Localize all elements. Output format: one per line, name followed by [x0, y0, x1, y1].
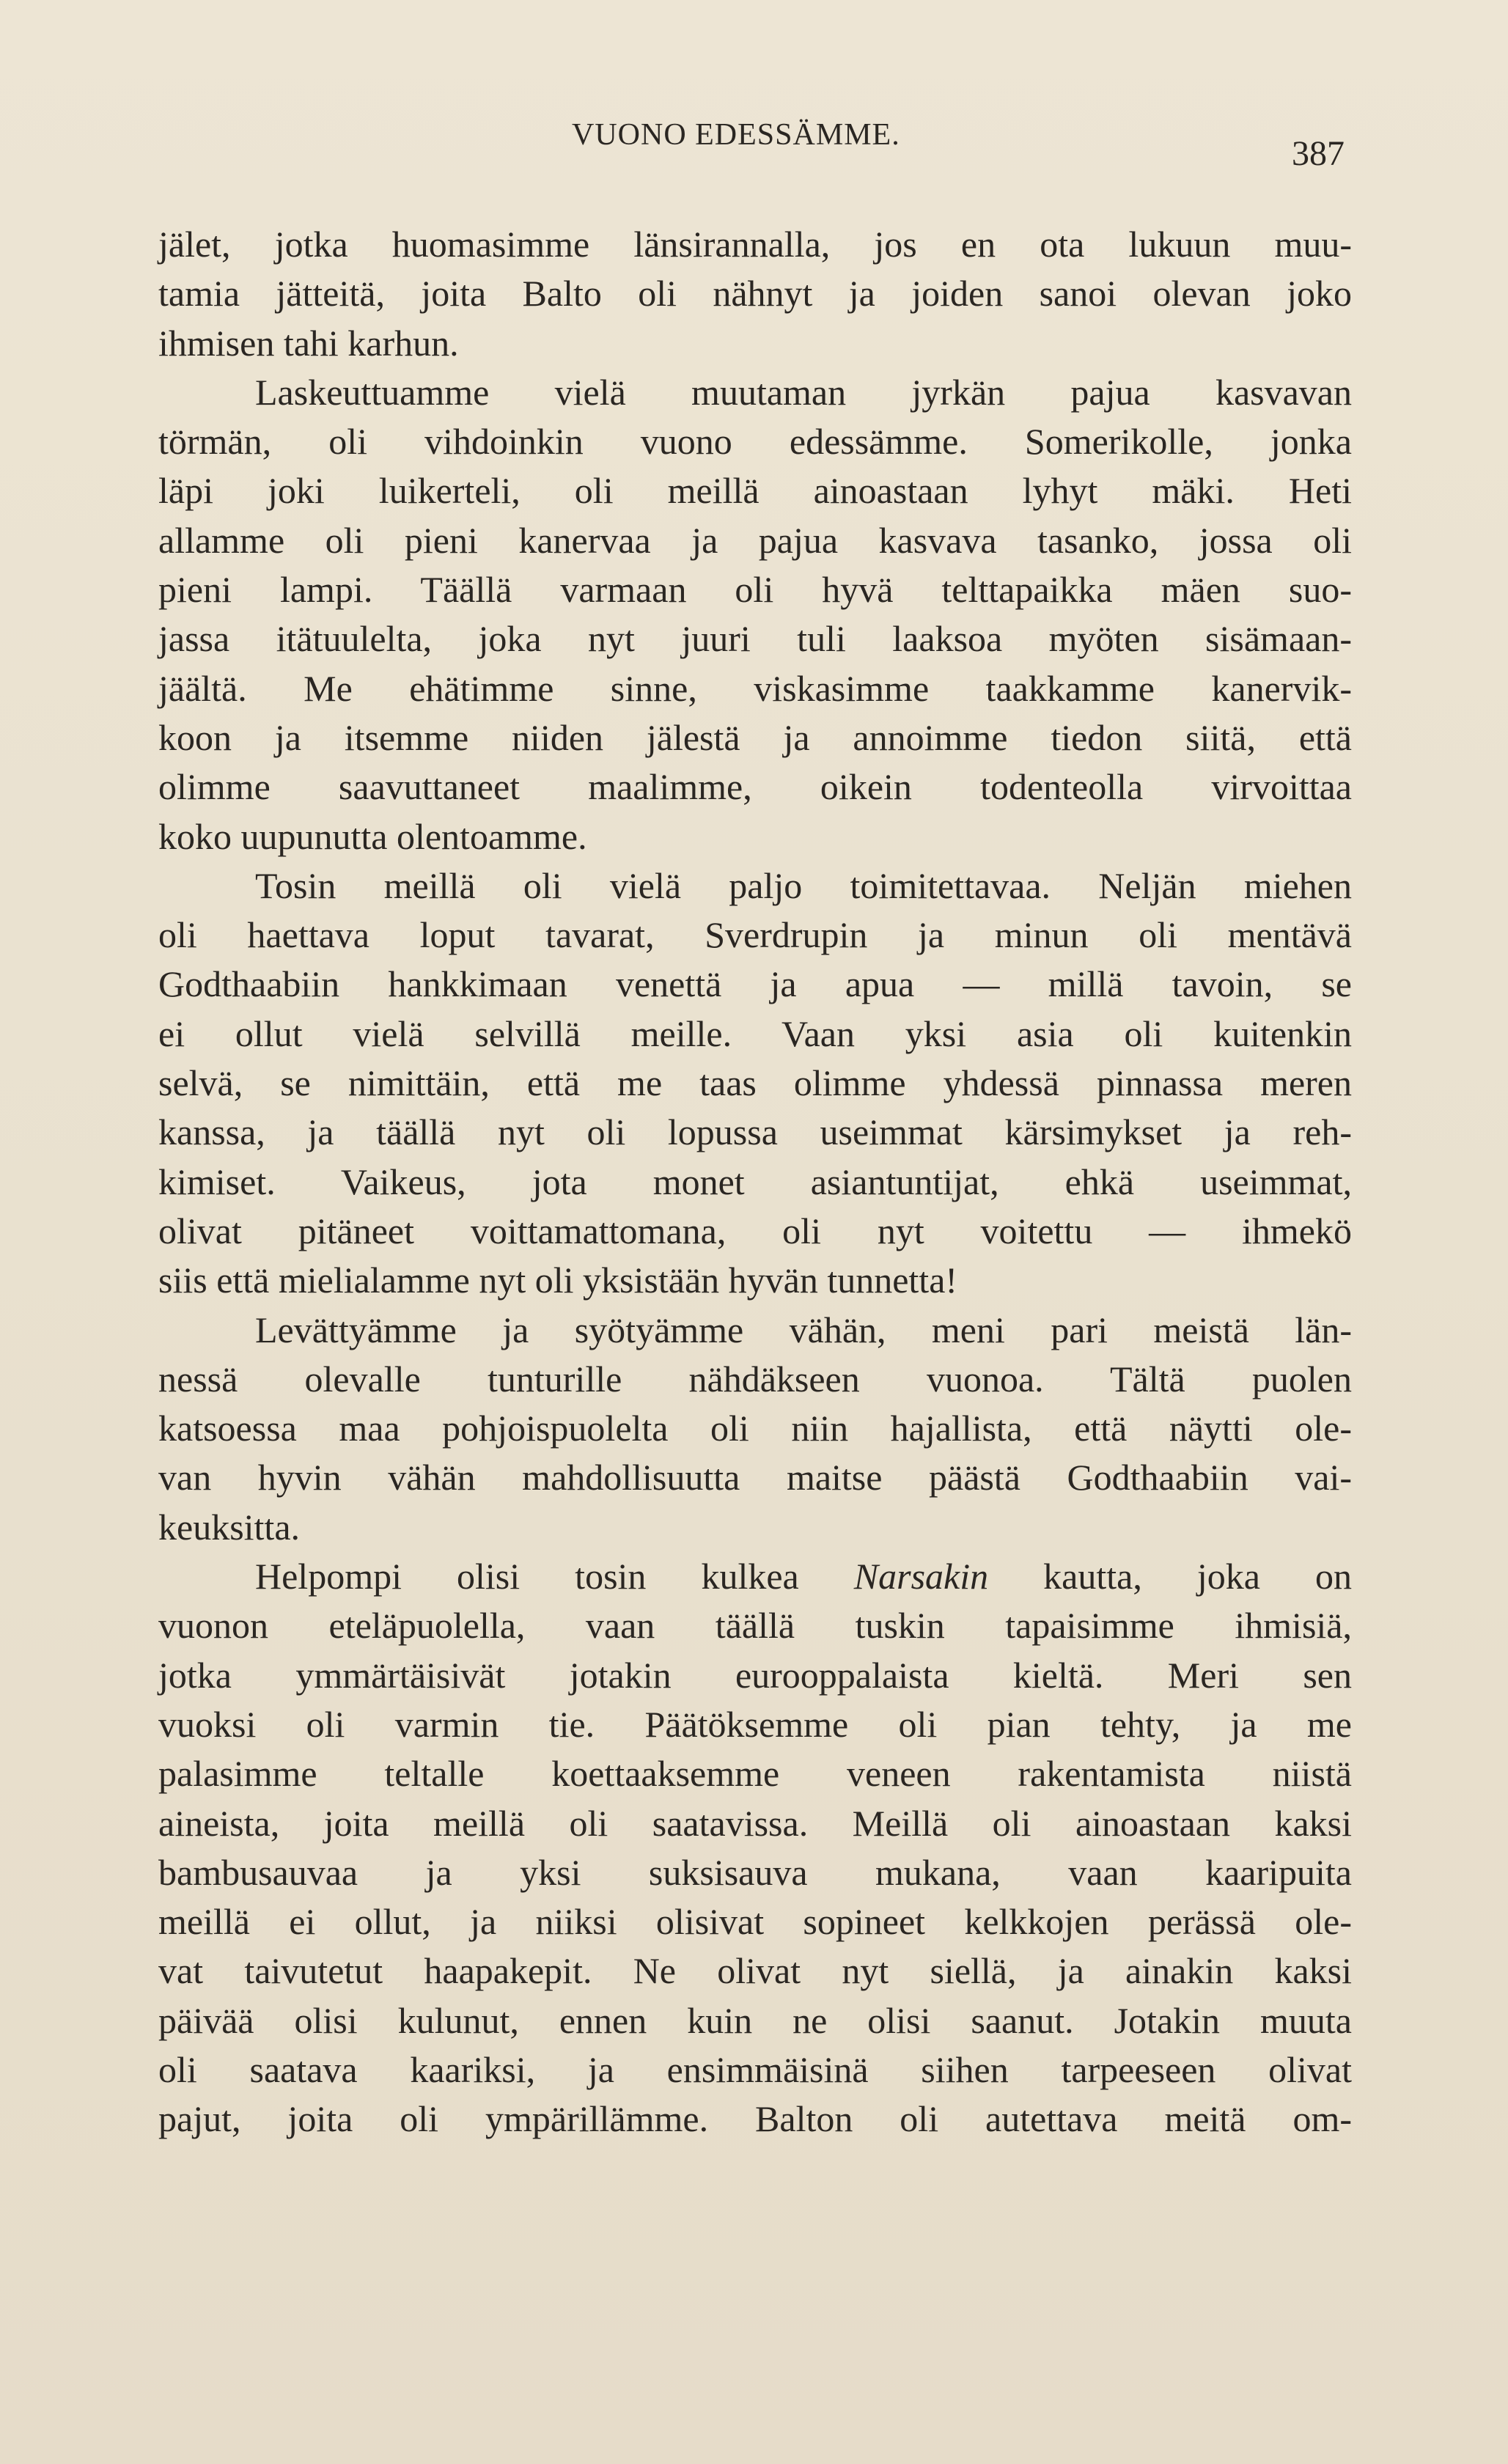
text-segment: Helpompi olisi tosin kulkea: [255, 1556, 854, 1597]
text-line: jassa itätuulelta, joka nyt juuri tuli laaksoa myöten sisämaan-: [158, 618, 1352, 660]
text-line: koko uupunutta olentoamme.: [158, 815, 587, 857]
text-line: pajut, joita oli ympärillämme. Balton oli autettava meitä om-: [158, 2098, 1352, 2140]
text-line: Levättyämme ja syötyämme vähän, meni pari meistä län-: [255, 1309, 1352, 1350]
text-line: keuksitta.: [158, 1506, 301, 1548]
text-line: päivää olisi kulunut, ennen kuin ne olisi saanut. Jotakin muuta: [158, 1999, 1352, 2041]
text-line: [158, 1552, 1352, 1601]
text-line: selvä, se nimittäin, että me taas olimme yhdessä pinnassa meren: [158, 1062, 1352, 1104]
text-line: jäältä. Me ehätimme sinne, viskasimme taakkamme kanervik-: [158, 667, 1352, 709]
text-line: läpi joki luikerteli, oli meillä ainoastaan lyhyt mäki. Heti: [158, 470, 1352, 512]
text-line: tamia jätteitä, joita Balto oli nähnyt ja joiden sanoi olevan joko: [158, 273, 1352, 315]
text-line: van hyvin vähän mahdollisuutta maitse päästä Godthaabiin vai-: [158, 1457, 1352, 1498]
text-segment: kautta, joka on: [988, 1556, 1352, 1597]
text-line: nessä olevalle tunturille nähdäkseen vuonoa. Tältä puolen: [158, 1358, 1352, 1400]
text-line: jälet, jotka huomasimme länsirannalla, jos en ota lukuun muu-: [158, 224, 1352, 265]
running-head: VUONO EDESSÄMME.: [572, 118, 900, 152]
text-line: jotka ymmärtäisivät jotakin eurooppalaista kieltä. Meri sen: [158, 1654, 1352, 1696]
text-line: pieni lampi. Täällä varmaan oli hyvä telttapaikka mäen suo-: [158, 569, 1352, 611]
text-line: kanssa, ja täällä nyt oli lopussa useimmat kärsimykset ja reh-: [158, 1111, 1352, 1153]
text-line: katsoessa maa pohjoispuolelta oli niin hajallista, että näytti ole-: [158, 1408, 1352, 1449]
text-line: vuonon eteläpuolella, vaan täällä tuskin tapaisimme ihmisiä,: [158, 1605, 1352, 1647]
text-line: Godthaabiin hankkimaan venettä ja apua — millä tavoin, se: [158, 963, 1352, 1005]
text-line: olimme saavuttaneet maalimme, oikein todenteolla virvoittaa: [158, 766, 1352, 808]
italic-place-name: Narsakin: [853, 1556, 989, 1597]
text-line: vuoksi oli varmin tie. Päätöksemme oli pian tehty, ja me: [158, 1703, 1352, 1745]
text-line: vat taivutetut haapakepit. Ne olivat nyt siellä, ja ainakin kaksi: [158, 1950, 1352, 1992]
text-line: kimiset. Vaikeus, jota monet asiantuntijat, ehkä useimmat,: [158, 1161, 1352, 1202]
page-number: 387: [1292, 134, 1345, 173]
text-line: palasimme teltalle koettaaksemme veneen rakentamista niistä: [158, 1753, 1352, 1795]
text-line: olivat pitäneet voittamattomana, oli nyt voitettu — ihmekö: [158, 1210, 1352, 1251]
text-line: Laskeuttuamme vielä muutaman jyrkän pajua kasvavan: [255, 371, 1352, 413]
text-line: ihmisen tahi karhun.: [158, 322, 459, 364]
text-line: meillä ei ollut, ja niiksi olisivat sopineet kelkkojen perässä ole-: [158, 1901, 1352, 1943]
text-line: koon ja itsemme niiden jälestä ja annoimme tiedon siitä, että: [158, 716, 1352, 758]
text-line: siis että mielialamme nyt oli yksistään hyvän tunnetta!: [158, 1259, 958, 1301]
text-line: ei ollut vielä selvillä meille. Vaan yksi asia oli kuitenkin: [158, 1012, 1352, 1054]
text-line: oli saatava kaariksi, ja ensimmäisinä siihen tarpeeseen olivat: [158, 2048, 1352, 2090]
text-line: oli haettava loput tavarat, Sverdrupin ja minun oli mentävä: [158, 914, 1352, 956]
text-line: törmän, oli vihdoinkin vuono edessämme. Somerikolle, jonka: [158, 421, 1352, 463]
text-line: Tosin meillä oli vielä paljo toimitettavaa. Neljän miehen: [255, 864, 1352, 906]
text-line: aineista, joita meillä oli saatavissa. Meillä oli ainoastaan kaksi: [158, 1802, 1352, 1844]
text-line: bambusauvaa ja yksi suksisauva mukana, vaan kaaripuita: [158, 1851, 1352, 1893]
body-text: [158, 220, 1352, 2144]
text-line: allamme oli pieni kanervaa ja pajua kasvava tasanko, jossa oli: [158, 519, 1352, 561]
